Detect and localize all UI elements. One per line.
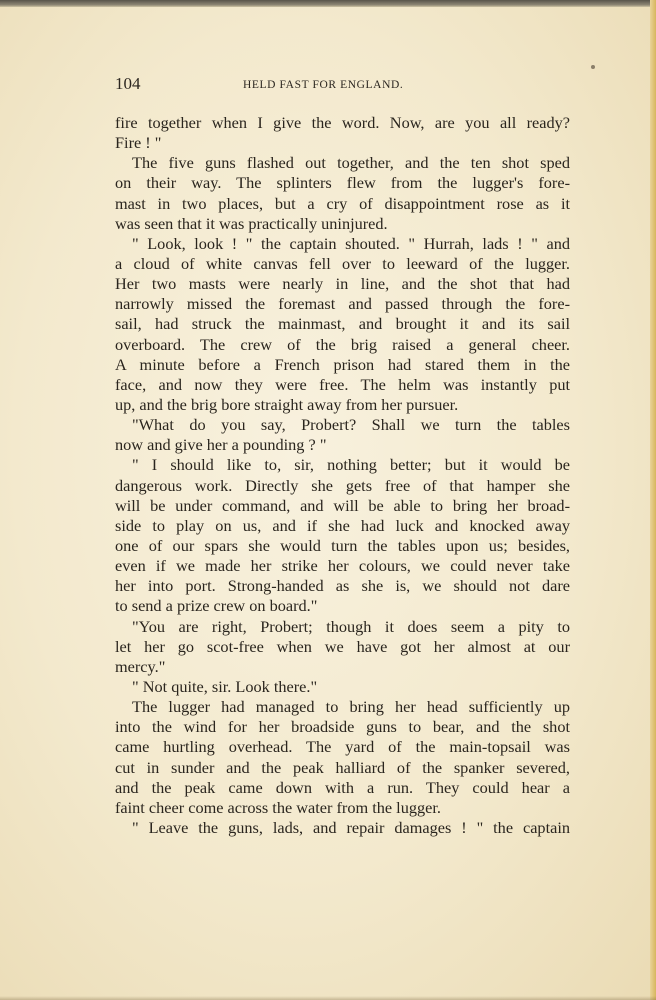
running-title: HELD FAST FOR ENGLAND. xyxy=(243,79,404,91)
page-bottom-shadow xyxy=(0,996,656,1000)
text-line: dangerous work. Directly she gets free of that hamper she xyxy=(115,475,570,495)
paper-speck xyxy=(591,65,595,69)
text-line: a cloud of white canvas fell over to leeward of the lugger. xyxy=(115,253,570,273)
text-line: "You are right, Probert; though it does seem a pity to xyxy=(132,616,570,636)
text-line: to send a prize crew on board." xyxy=(115,596,318,616)
text-line: even if we made her strike her colours, we could never take xyxy=(115,556,570,576)
page-header xyxy=(115,74,570,100)
text-line: Fire ! " xyxy=(115,133,162,153)
text-line: face, and now they were free. The helm was instantly put xyxy=(115,374,570,394)
text-line: " Not quite, sir. Look there." xyxy=(132,676,318,696)
text-line: was seen that it was practically uninjured. xyxy=(115,213,388,233)
text-line: The lugger had managed to bring her head sufficiently up xyxy=(132,697,570,717)
text-line: Her two masts were nearly in line, and the shot that had xyxy=(115,274,570,294)
text-line: overboard. The crew of the brig raised a general cheer. xyxy=(115,334,570,354)
text-line: up, and the brig bore straight away from her pursuer. xyxy=(115,394,459,414)
text-line: " Look, look ! " the captain shouted. " Hurrah, lads ! " and xyxy=(132,233,570,253)
text-line: narrowly missed the foremast and passed through the fore- xyxy=(115,294,570,314)
text-line: and the peak came down with a run. They could hear a xyxy=(115,777,570,797)
body-text xyxy=(115,113,570,838)
text-line: " I should like to, sir, nothing better; but it would be xyxy=(132,455,570,475)
text-line: now and give her a pounding ? " xyxy=(115,435,327,455)
text-line: one of our spars she would turn the tables upon us; besides, xyxy=(115,535,570,555)
page-right-edge xyxy=(650,0,656,1000)
page-top-edge xyxy=(0,0,656,7)
text-line: sail, had struck the mainmast, and brought it and its sail xyxy=(115,314,570,334)
text-line: let her go scot-free when we have got her almost at our xyxy=(115,636,570,656)
text-line: cut in sunder and the peak halliard of the spanker severed, xyxy=(115,757,570,777)
text-line: side to play on us, and if she had luck and knocked away xyxy=(115,515,570,535)
text-line: her into port. Strong-handed as she is, we should not dare xyxy=(115,576,570,596)
page-number: 104 xyxy=(115,74,141,93)
text-line: into the wind for her broadside guns to bear, and the shot xyxy=(115,717,570,737)
text-line: on their way. The splinters flew from the lugger's fore- xyxy=(115,173,570,193)
text-line: will be under command, and will be able to bring her broad- xyxy=(115,495,570,515)
text-line: faint cheer come across the water from the lugger. xyxy=(115,797,441,817)
text-line: A minute before a French prison had stared them in the xyxy=(115,354,570,374)
text-line: " Leave the guns, lads, and repair damages ! " the captain xyxy=(132,817,570,837)
text-line: mercy." xyxy=(115,656,166,676)
text-line: The five guns flashed out together, and the ten shot sped xyxy=(132,153,570,173)
text-line: fire together when I give the word. Now, are you all ready? xyxy=(115,113,570,132)
text-line: mast in two places, but a cry of disappointment rose as it xyxy=(115,193,570,213)
text-line: "What do you say, Probert? Shall we turn the tables xyxy=(132,415,570,435)
text-line: came hurtling overhead. The yard of the main-topsail was xyxy=(115,737,570,757)
